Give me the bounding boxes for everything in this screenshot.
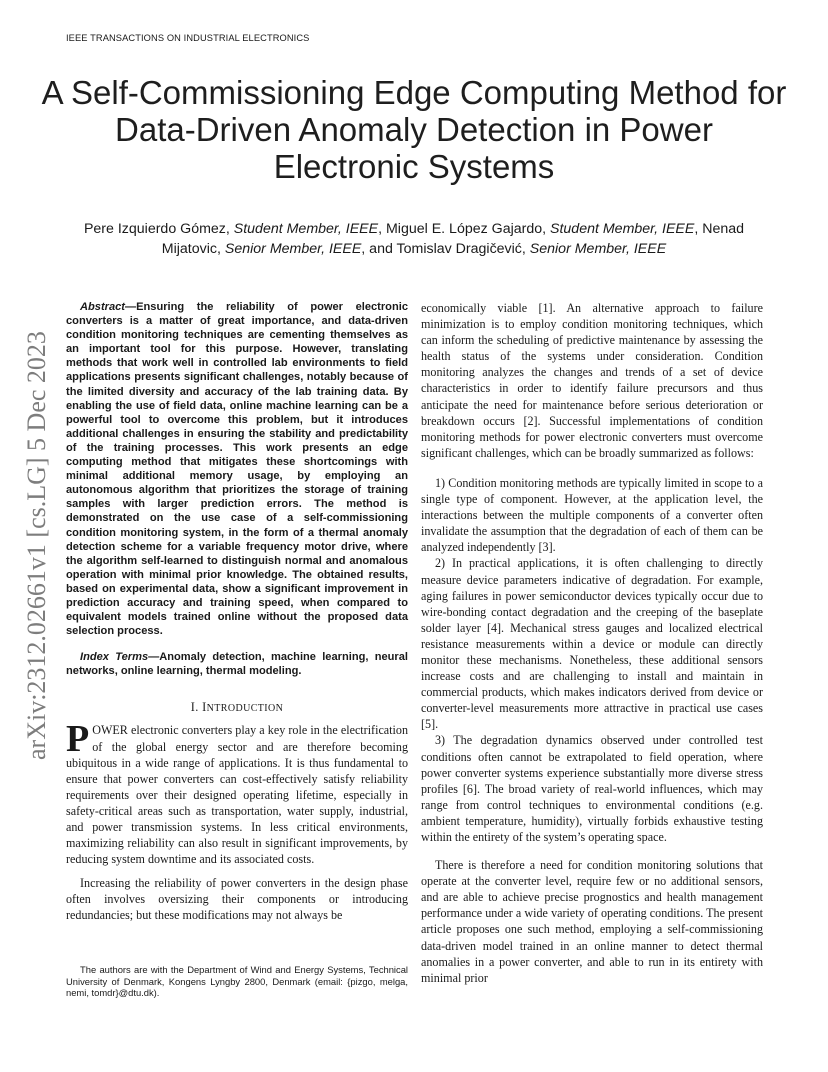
running-head: IEEE TRANSACTIONS ON INDUSTRIAL ELECTRONICS (66, 33, 310, 43)
section-heading-introduction (66, 700, 408, 715)
section-title-rest: NTRODUCTION (206, 703, 284, 715)
author-list (62, 219, 766, 259)
drop-cap: P (66, 718, 90, 761)
index-terms (66, 650, 408, 678)
author-2-role: Student Member, IEEE (550, 221, 695, 237)
list-item-3: 3) The degradation dynamics observed under controlled test conditions often cannot be extrapolated to field operation, where power converter systems experience substantially more diverse stress profiles [6]. The broad variety of real-world influences, which may range from control techniques to environmental conditions (e.g. ambient temperature, humidity), virtually forbids exhaustive testing within the entirety of the system’s operating space. (421, 733, 763, 844)
list-item-2: 2) In practical applications, it is often challenging to directly measure device parameters indicative of degradation. For example, aging failures in power semiconductor devices typically occur due to wire-bonding contact degradation and the creeping of the baseplate solder layer [4]. Mechanical stress gauges and localized electrical resistance measurements within a device or module can directly monitor these mechanisms. Nonetheless, these additional sensors increase costs and are challenging to install and maintain in commercial products, which makes indicators derived from device or converter-level measurements more attractive in practical use cases [5]. (421, 556, 763, 732)
author-1-name: Pere Izquierdo Gómez, (83, 221, 234, 237)
author-1-role: Student Member, IEEE (233, 221, 379, 237)
author-4-name: , and Tomislav Dragičević, (361, 241, 530, 257)
right-column (421, 300, 763, 986)
author-3-role: Senior Member, IEEE (224, 241, 362, 257)
author-2-name: , Miguel E. López Gajardo, (378, 221, 551, 237)
intro-paragraph-2: Increasing the reliability of power converters in the design phase often involves oversizing their components or introducing redundancies; but these modifications may not always be (66, 876, 408, 923)
section-numeral: I. (190, 700, 203, 715)
arxiv-stamp: arXiv:2312.02661v1 [cs.LG] 5 Dec 2023 (22, 331, 51, 760)
index-terms-label: Index Terms (80, 651, 149, 664)
challenge-list (421, 475, 763, 845)
abstract-text: —Ensuring the reliability of power electronic converters is a matter of great importance, and data-driven condition monitoring techniques are cementing themselves as an important tool for this purpose. However, translating methods that work well in controlled lab environments to field applications presents significant challenges, notably because of the limited diversity and accuracy of the lab training data. By enabling the use of field data, online machine learning can be a powerful tool to overcome this problem, but it introduces additional challenges in ensuring the stability and predictability of the training processes. This work presents an edge computing method that mitigates these shortcomings with minimal additional memory usage, by employing an autonomous algorithm that prioritizes the storage of training samples with larger prediction errors. The method is demonstrated on the use case of a self-commissioning condition monitoring system, in the form of a thermal anomaly detection scheme for a variable frequency motor drive, where the algorithm self-learned to distinguish normal and anomalous operation with minimal prior knowledge. The obtained results, based on experimental data, show a significant improvement in prediction accuracy and training speed, when compared to equivalent models trained online without the proposed data selection process. (66, 301, 408, 638)
abstract-label: Abstract (80, 301, 126, 313)
right-paragraph-2: There is therefore a need for condition monitoring solutions that operate at the converter level, require few or no additional sensors, and are able to achieve precise prognostics and health management performance under a wide variety of operating conditions. The present article proposes one such method, employing a self-commissioning data-driven model trained in an online manner to detect thermal anomalies in a power converter, and able to run in its entirety with minimal prior (421, 858, 763, 985)
author-4-role: Senior Member, IEEE (529, 241, 667, 257)
intro-paragraph-1-text: OWER electronic converters play a key role in the electrification of the global energy sector and are therefore becoming ubiquitous in a wide range of applications. It is thus fundamental to ensure that power converters can cost-effectively satisfy reliability requirements over their designed operating lifetime, especially in safety-critical areas such as transportation, water supply, industrial, and power transmission systems. In less critical environments, maximizing reliability can also result in significant improvements, by reducing system downtime and its associated costs. (66, 723, 408, 867)
right-paragraph-1: economically viable [1]. An alternative approach to failure minimization is to employ condition monitoring techniques, which can inform the scheduling of predictive maintenance by assessing the health status of the systems under consideration. Condition monitoring analyzes the changes and trends of a set of device characteristics in order to identify failure precursors and thus anticipate the need for maintenance before serious deterioration or breakdown occurs [2]. Successful implementations of condition monitoring methods for power electronic converters must overcome significant challenges, which can be broadly summarized as follows: (421, 301, 763, 460)
paper-title: A Self-Commissioning Edge Computing Method for Data-Driven Anomaly Detection in Power Electronic Systems (41, 74, 787, 185)
affiliation-footnote: The authors are with the Department of Wind and Energy Systems, Technical University of Denmark, Kongens Lyngby 2800, Denmark (email: {pizgo, melga, nemi, tomdr}@dtu.dk). (66, 964, 408, 999)
list-item-1: 1) Condition monitoring methods are typically limited in scope to a single type of component. However, at the application level, the interactions between the multiple components of a converter often invalidate the assumption that the degradation of each of them can be analyzed independently [3]. (421, 475, 763, 555)
index-terms-text: —Anomaly detection, machine learning, neural networks, online learning, thermal modeling. (66, 651, 408, 678)
intro-paragraph-1 (66, 718, 408, 867)
author-3-name: , Nenad Mijatovic, (161, 221, 745, 257)
abstract (66, 300, 408, 638)
left-column (66, 300, 408, 924)
section-title-initial: I (202, 700, 207, 715)
